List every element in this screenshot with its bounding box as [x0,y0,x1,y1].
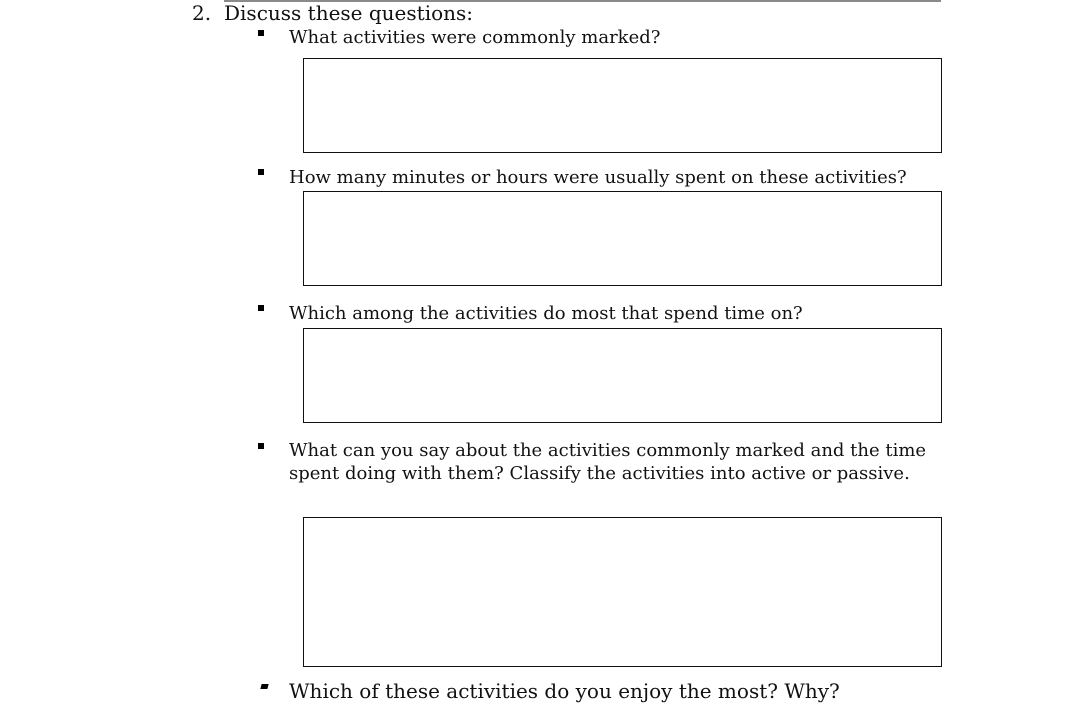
bullet-icon [258,305,264,311]
bullet-icon [258,443,264,449]
bullet-icon [258,30,264,36]
answer-box-3[interactable] [303,328,942,423]
question-3: Which among the activities do most that spend time on? [289,303,803,324]
section-heading [192,0,473,26]
question-1: What activities were commonly marked? [289,27,661,48]
question-2: How many minutes or hours were usually spent on these activities? [289,167,907,188]
question-5: Which of these activities do you enjoy the most? Why? [289,679,840,703]
bullet-icon [258,169,264,175]
section-number: 2. [192,1,212,25]
answer-box-4[interactable] [303,517,942,667]
answer-box-1[interactable] [303,58,942,153]
bullet-icon [260,684,268,689]
section-title: Discuss these questions: [224,1,474,25]
question-4: What can you say about the activities commonly marked and the time spent doing with them? Classify the activities into active or passive. [289,440,927,484]
answer-box-2[interactable] [303,191,942,286]
